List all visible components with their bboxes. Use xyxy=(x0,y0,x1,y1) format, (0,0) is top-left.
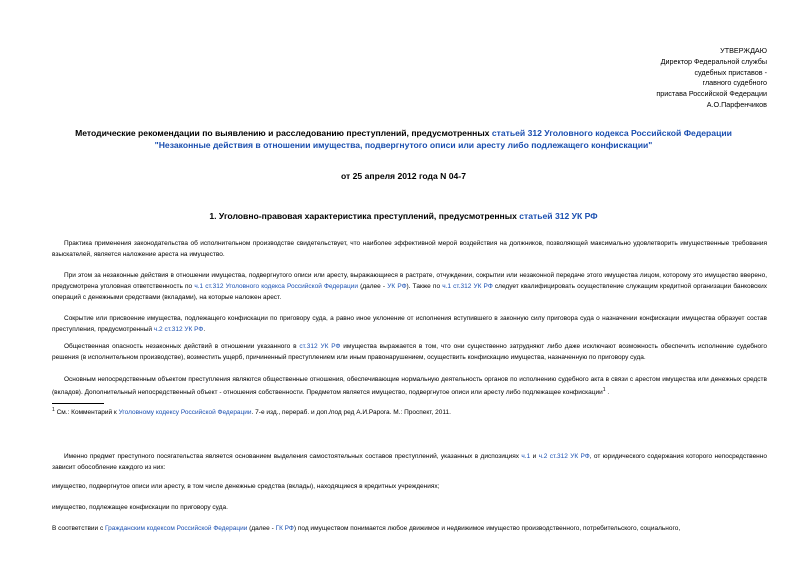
title-law-link[interactable]: статьей 312 Уголовного кодекса Российской Федерации xyxy=(491,128,732,138)
approval-line: главного судебного xyxy=(702,78,767,88)
approval-line: пристава Российской Федерации xyxy=(656,89,767,99)
footnote-link[interactable]: Уголовному кодексу Российской Федерации xyxy=(118,409,252,417)
section-heading-link[interactable]: статьей 312 УК РФ xyxy=(519,211,598,221)
paragraph-text: (далее - xyxy=(247,525,276,532)
approval-block xyxy=(656,46,767,111)
paragraph-6 xyxy=(52,451,767,473)
title-text: Методические рекомендации по выявлению и расследованию преступлений, предусмотренных xyxy=(75,128,492,138)
paragraph-3 xyxy=(52,313,767,335)
law-link[interactable]: ч.2 ст.312 УК РФ xyxy=(538,453,590,460)
law-link[interactable]: ч.2 ст.312 УК РФ xyxy=(153,326,204,333)
law-link[interactable]: ст.312 УК РФ xyxy=(299,343,341,350)
paragraph-text: Общественная опасность незаконных действий в отношении указанного в xyxy=(64,343,300,350)
paragraph-text: и xyxy=(530,453,539,460)
paragraph-text: имущества выражается в том, что они существенно затрудняют либо даже исключают возможность обеспечить исполнение судебного решения (в исполнительном производстве), возместить ущерб, причиненный преступлением или иным правонарушением, осуществить конфискацию имущества, назначенную по приговору суда. xyxy=(52,343,768,361)
paragraph-text: ) под имуществом понимается любое движимое и недвижимое имущество производственного, потребительского, социального, xyxy=(293,525,681,532)
paragraph-text: Основным непосредственным объектом преступления являются общественные отношения, обеспечивающие нормальную деятельность органов по исполнению судебного акта в связи с арестом имущества или денежных средств (вкладов). Дополнительный непосредственный объект - отношения собственности. Предметом является имущество, подвергнутое описи или аресту либо подлежащее конфискации xyxy=(52,376,767,397)
law-link[interactable]: УК РФ xyxy=(387,283,407,290)
paragraph-4 xyxy=(52,341,767,363)
paragraph-text: , от юридического содержания которого непосредственно зависит обособление каждого из них: xyxy=(52,453,767,471)
footnote-text: . 7-е изд., перераб. и доп./под ред А.И.Рарога. М.: Проспект, 2011. xyxy=(251,409,451,417)
section-heading xyxy=(0,211,807,221)
paragraph-text: Сокрытие или присвоение имущества, подлежащего конфискации по приговору суда, а равно иное уклонение от исполнения вступившего в законную силу приговора суда о назначении конфискации имущества образует состав преступления, предусмотренный xyxy=(52,315,767,333)
paragraph-7: имущество, подвергнутое описи или аресту, в том числе денежные средства (вклады), находящиеся в кредитных учреждениях; xyxy=(52,483,440,490)
section-heading-text: 1. Уголовно-правовая характеристика преступлений, предусмотренных xyxy=(209,211,520,221)
law-link[interactable]: ГК РФ xyxy=(275,525,294,532)
law-link[interactable]: ч.1 xyxy=(521,453,531,460)
paragraph-text: . xyxy=(605,389,610,397)
title-subtitle[interactable]: "Незаконные действия в отношении имущества, подвергнутого описи или аресту либо подлежащего конфискации" xyxy=(154,139,653,150)
paragraph-text: (далее - xyxy=(358,283,388,290)
law-link[interactable]: ч.1 ст.312 Уголовного кодекса Российской Федерации xyxy=(194,283,359,290)
approval-line: УТВЕРЖДАЮ xyxy=(720,46,767,55)
paragraph-text: Именно предмет преступного посягательства является основанием выделения самостоятельных составов преступлений, указанных в диспозициях xyxy=(64,453,522,460)
law-link[interactable]: Гражданским кодексом Российской Федерации xyxy=(105,525,248,532)
paragraph-text: В соответствии с xyxy=(52,525,106,532)
paragraph-9 xyxy=(52,523,767,534)
footnote-text: См.: Комментарий к xyxy=(54,409,119,417)
paragraph-5 xyxy=(52,374,767,398)
footnote xyxy=(52,407,451,416)
footnote-ref[interactable]: 1 xyxy=(602,387,606,393)
document-title xyxy=(0,128,807,151)
law-link[interactable]: ч.1 ст.312 УК РФ xyxy=(442,283,493,290)
approval-line: А.О.Парфенчиков xyxy=(706,99,767,109)
footnote-divider xyxy=(52,403,104,404)
paragraph-text: При этом за незаконные действия в отношении имущества, подвергнутого описи или аресту, выражающиеся в растрате, отчуждении, сокрытии или незаконной передаче этого имущества лицом, которому это имущество вверено, предусмотрена уголовная ответственность по xyxy=(52,272,767,290)
approval-line: Директор Федеральной службы xyxy=(660,56,767,66)
document-date: от 25 апреля 2012 года N 04-7 xyxy=(341,171,466,181)
paragraph-8: имущество, подлежащее конфискации по приговору суда. xyxy=(52,504,228,511)
paragraph-text: ). Также по xyxy=(406,283,443,290)
paragraph-text: следует квалифицировать осуществление служащим кредитной организации банковских операций с денежными средствами (вкладами), на которые наложен арест. xyxy=(52,283,768,301)
paragraph-1: Практика применения законодательства об исполнительном производстве свидетельствует, что наиболее эффективной мерой воздействия на должников, позволяющей максимально удовлетворить имущественные требования взыскателей, является наложение ареста на имущество. xyxy=(52,240,767,258)
footnote-mark: 1 xyxy=(52,407,55,413)
paragraph-text: . xyxy=(203,326,206,333)
paragraph-2 xyxy=(52,270,767,303)
approval-line: судебных приставов - xyxy=(694,67,767,77)
